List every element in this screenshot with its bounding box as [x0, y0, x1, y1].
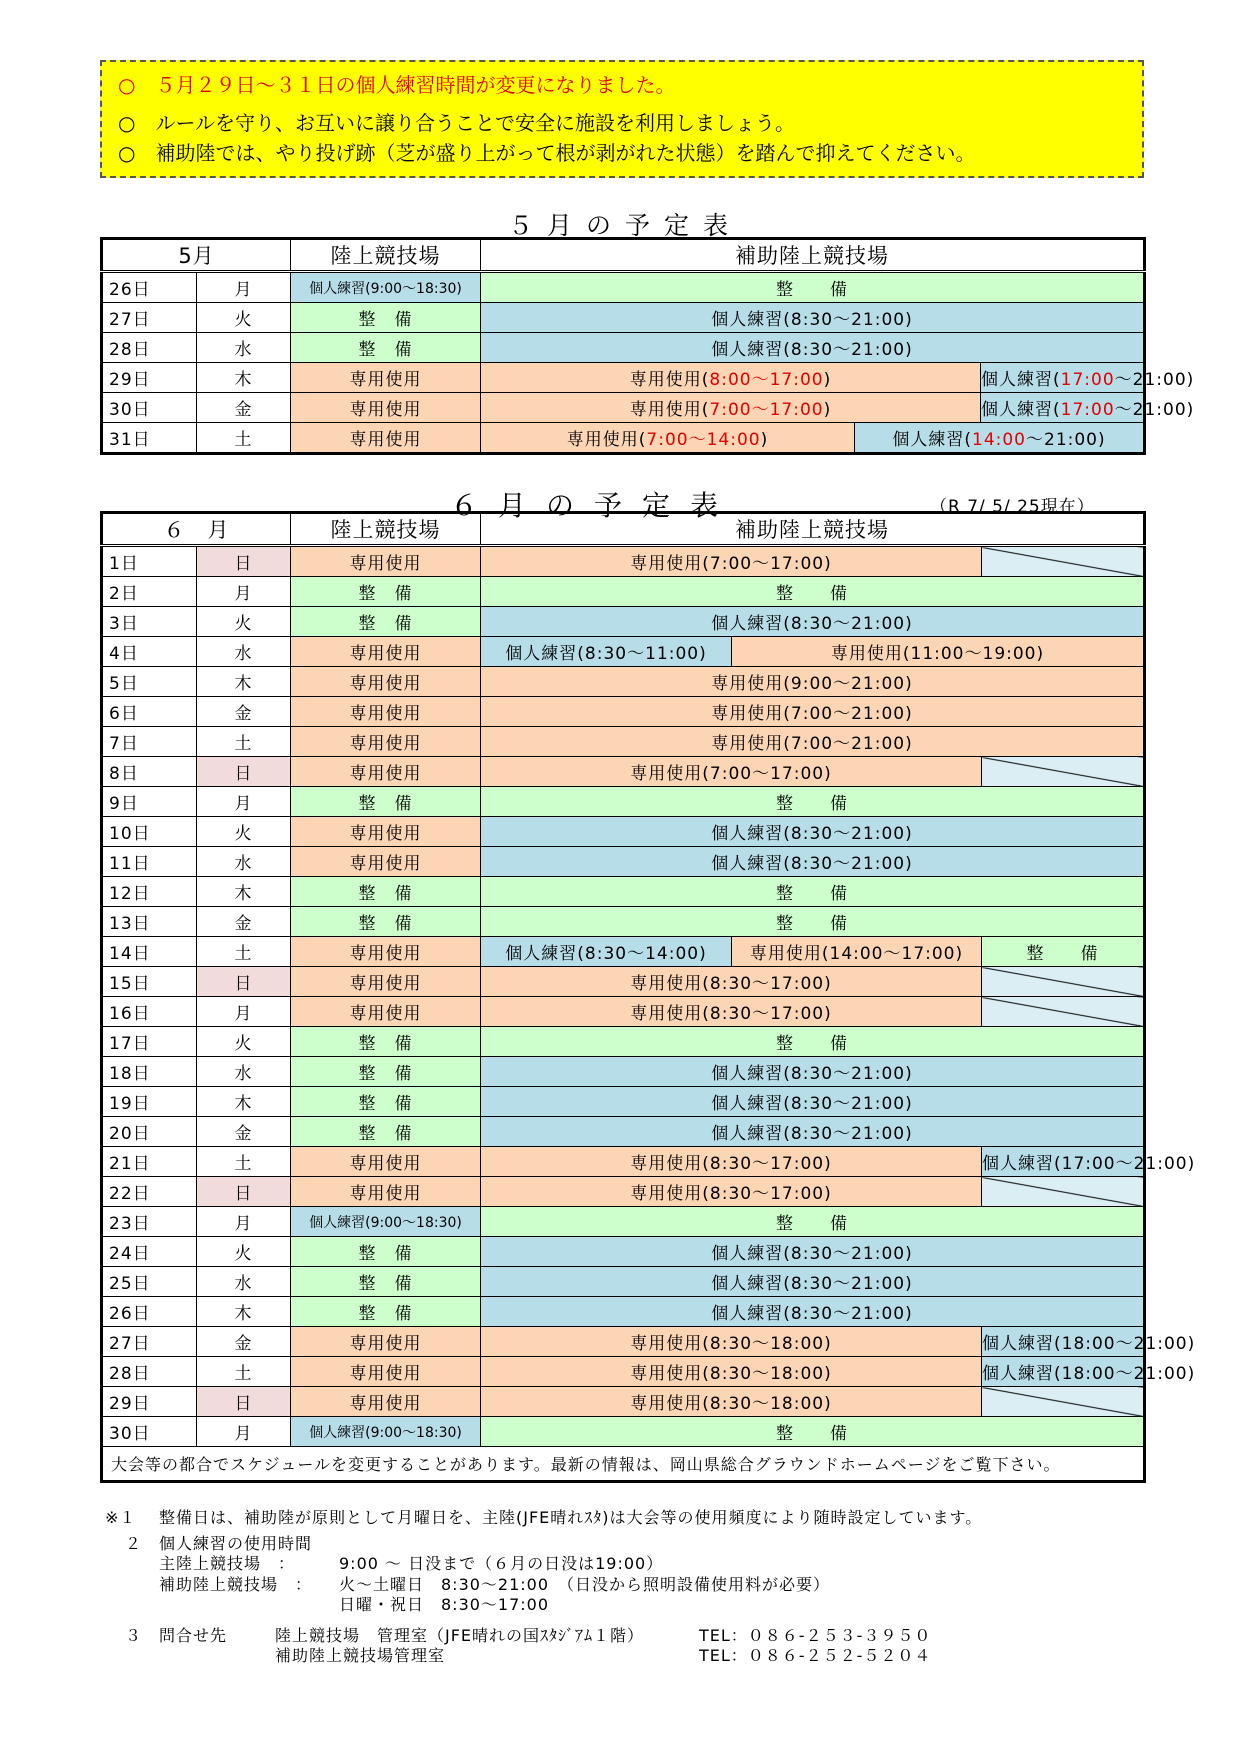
- main-field-cell: 整 備: [291, 1027, 481, 1057]
- sub-field-cell: 専用使用(7:00～17:00): [481, 757, 982, 787]
- day-cell: 25日: [102, 1267, 197, 1297]
- footnote-1-mark: ※１: [105, 1508, 137, 1527]
- changed-time: 7:00～17:00: [709, 400, 824, 420]
- table-row: [102, 272, 1145, 303]
- main-field-cell: 専用使用: [291, 997, 481, 1027]
- day-cell: 1日: [102, 546, 197, 577]
- sub-field-cell: 個人練習(8:30～21:00): [481, 817, 1145, 847]
- day-cell: 11日: [102, 847, 197, 877]
- sub-text: ～21:00): [1026, 430, 1106, 450]
- main-field-cell: 専用使用: [291, 1357, 481, 1387]
- table-row: [102, 363, 1145, 393]
- table-row: [102, 333, 1145, 363]
- weekday-cell: 水: [197, 847, 291, 877]
- main-field-cell: 整 備: [291, 877, 481, 907]
- table-row: [102, 787, 1145, 817]
- table-row: [102, 1357, 1145, 1387]
- table-row: [102, 303, 1145, 333]
- weekday-cell: 土: [197, 937, 291, 967]
- main-field-cell: 整 備: [291, 333, 481, 363]
- table-row: [102, 1297, 1145, 1327]
- main-field-cell: 専用使用: [291, 697, 481, 727]
- weekday-cell: 土: [197, 727, 291, 757]
- main-field-cell: 専用使用: [291, 1327, 481, 1357]
- weekday-cell: 火: [197, 607, 291, 637]
- sub-field-cell-a: 個人練習(8:30～11:00): [481, 637, 732, 667]
- contact-main-field: 陸上競技場 管理室（JFE晴れの国ｽﾀｼﾞｱﾑ１階）: [275, 1625, 645, 1645]
- day-cell: 3日: [102, 607, 197, 637]
- table-row: [102, 1087, 1145, 1117]
- notice-line-1: ○ ５月２９日～３１日の個人練習時間が変更になりました。: [118, 73, 676, 97]
- weekday-cell: 土: [197, 423, 291, 454]
- sub-field-cell: 個人練習(8:30～21:00): [481, 1237, 1145, 1267]
- sub-field-cell: 個人練習(8:30～21:00): [481, 1117, 1145, 1147]
- weekday-cell: 金: [197, 697, 291, 727]
- sub-field-label: 補助陸上競技場 ：: [159, 1574, 313, 1594]
- main-field-cell: 整 備: [291, 1237, 481, 1267]
- header-main-field: 陸上競技場: [291, 239, 481, 272]
- sub-field-cell: 専用使用(8:30～17:00): [481, 1177, 982, 1207]
- sub-field-cell: 個人練習(8:30～21:00): [481, 847, 1145, 877]
- day-cell: 4日: [102, 637, 197, 667]
- may-title: ５月の予定表: [508, 211, 743, 240]
- main-field-cell: 専用使用: [291, 637, 481, 667]
- table-row: [102, 393, 1145, 423]
- june-schedule-table: [100, 511, 1196, 1483]
- table-row: [102, 727, 1145, 757]
- footnote-2-title: 個人練習の使用時間: [159, 1533, 313, 1553]
- notice-box: [100, 60, 1144, 178]
- main-field-cell: 整 備: [291, 787, 481, 817]
- table-row: [102, 423, 1145, 454]
- table-row: [102, 1147, 1145, 1177]
- main-field-cell: 専用使用: [291, 1147, 481, 1177]
- table-row: [102, 847, 1145, 877]
- tel-main-field: TEL：０８６-２５３-３９５０: [699, 1625, 932, 1645]
- weekday-cell: 木: [197, 667, 291, 697]
- sub-text: 個人練習(: [981, 400, 1061, 420]
- unused-slot-cell: [982, 1387, 1145, 1417]
- day-cell: 27日: [102, 1327, 197, 1357]
- main-field-cell: 専用使用: [291, 1177, 481, 1207]
- day-cell: 29日: [102, 1387, 197, 1417]
- sub-field-cell: 個人練習(8:30～21:00): [481, 1267, 1145, 1297]
- table-row: [102, 1207, 1145, 1237]
- table-row: [102, 697, 1145, 727]
- main-field-cell: 専用使用: [291, 967, 481, 997]
- sub-field-cell: 専用使用(8:30～18:00): [481, 1327, 982, 1357]
- day-cell: 30日: [102, 1417, 197, 1447]
- sub-field-exclusive-cell: [481, 393, 981, 423]
- sub-field-cell: 整 備: [481, 577, 1145, 607]
- day-cell: 15日: [102, 967, 197, 997]
- weekday-cell: 日: [197, 546, 291, 577]
- sub-field-cell: 個人練習(8:30～21:00): [481, 303, 1145, 333]
- table-row: [102, 757, 1145, 787]
- header-row: [102, 239, 1145, 272]
- weekday-cell: 火: [197, 817, 291, 847]
- day-cell: 10日: [102, 817, 197, 847]
- main-field-cell: 整 備: [291, 1087, 481, 1117]
- weekday-cell: 月: [197, 1207, 291, 1237]
- changed-time: 17:00: [1060, 370, 1115, 390]
- table-row: [102, 607, 1145, 637]
- main-field-label: 主陸上競技場 ：: [159, 1554, 296, 1573]
- table-row: [102, 1117, 1145, 1147]
- sub-field-cell: 専用使用(7:00～17:00): [481, 546, 982, 577]
- sub-field-cell: 整 備: [481, 1207, 1145, 1237]
- weekday-cell: 月: [197, 1417, 291, 1447]
- day-cell: 29日: [102, 363, 197, 393]
- weekday-cell: 月: [197, 787, 291, 817]
- header-main-field: 陸上競技場: [291, 513, 481, 546]
- table-row: [102, 1177, 1145, 1207]
- table-row: [102, 1417, 1145, 1447]
- table-row: [102, 1267, 1145, 1297]
- table-row: [102, 907, 1145, 937]
- day-cell: 9日: [102, 787, 197, 817]
- sub-field-cell: 個人練習(8:30～21:00): [481, 333, 1145, 363]
- table-row: [102, 637, 1145, 667]
- main-field-cell: 個人練習(9:00～18:30): [291, 1417, 481, 1447]
- table-row: [102, 546, 1145, 577]
- sub-field-cell: 整 備: [481, 877, 1145, 907]
- sub-text: 個人練習(: [981, 370, 1061, 390]
- sub-text: 専用使用(: [629, 400, 710, 420]
- sub-text: 専用使用(: [629, 370, 710, 390]
- weekday-cell: 金: [197, 907, 291, 937]
- sub-field-exclusive-cell: [481, 363, 981, 393]
- footnote-3-mark: ３: [125, 1625, 143, 1645]
- weekday-cell: 金: [197, 1117, 291, 1147]
- weekday-cell: 水: [197, 1057, 291, 1087]
- day-cell: 12日: [102, 877, 197, 907]
- weekday-cell: 月: [197, 997, 291, 1027]
- main-field-cell: 整 備: [291, 907, 481, 937]
- sub-text: ): [823, 400, 832, 420]
- day-cell: 13日: [102, 907, 197, 937]
- footnote-2-mark: ２: [125, 1533, 143, 1553]
- sub-field-hours-holiday: 日曜・祝日 8:30～17:00: [339, 1595, 550, 1614]
- sub-field-cell-c: 整 備: [982, 937, 1145, 967]
- main-field-cell: 個人練習(9:00～18:30): [291, 1207, 481, 1237]
- day-cell: 28日: [102, 1357, 197, 1387]
- main-field-cell: 整 備: [291, 303, 481, 333]
- table-row: [102, 997, 1145, 1027]
- changed-time: 17:00: [1060, 400, 1115, 420]
- day-cell: 14日: [102, 937, 197, 967]
- day-cell: 31日: [102, 423, 197, 454]
- weekday-cell: 日: [197, 1177, 291, 1207]
- header-sub-field: 補助陸上競技場: [481, 239, 1145, 272]
- sub-field-practice-cell: [981, 363, 1195, 393]
- weekday-cell: 金: [197, 1327, 291, 1357]
- weekday-cell: 土: [197, 1357, 291, 1387]
- unused-slot-cell: [982, 546, 1145, 577]
- schedule-note: 大会等の都合でスケジュールを変更することがあります。最新の情報は、岡山県総合グラウンドホームページをご覧下さい。: [102, 1447, 1145, 1482]
- sub-field-cell: 専用使用(8:30～18:00): [481, 1387, 982, 1417]
- main-field-cell: 専用使用: [291, 393, 481, 423]
- day-cell: 23日: [102, 1207, 197, 1237]
- weekday-cell: 日: [197, 967, 291, 997]
- weekday-cell: 水: [197, 637, 291, 667]
- footnote-1-text: 整備日は、補助陸が原則として月曜日を、主陸(JFE晴れｽﾀ)は大会等の使用頻度により随時設定しています。: [159, 1508, 983, 1527]
- sub-field-evening-cell: 個人練習(18:00～21:00): [982, 1357, 1145, 1387]
- sub-field-cell: 専用使用(8:30～17:00): [481, 1147, 982, 1177]
- weekday-cell: 金: [197, 393, 291, 423]
- sub-field-cell: 整 備: [481, 1417, 1145, 1447]
- table-row: [102, 817, 1145, 847]
- sub-field-evening-cell: 個人練習(18:00～21:00): [982, 1327, 1145, 1357]
- tel-sub-field: TEL：０８６-２５２-５２０４: [699, 1646, 932, 1665]
- sub-field-hours-weekday: 火～土曜日 8:30～21:00 （日没から照明設備使用料が必要）: [339, 1574, 831, 1594]
- main-field-cell: 専用使用: [291, 1387, 481, 1417]
- sub-field-cell: 専用使用(7:00～21:00): [481, 697, 1145, 727]
- contact-sub-field: 補助陸上競技場管理室: [275, 1646, 446, 1665]
- table-row: [102, 1387, 1145, 1417]
- main-field-cell: 整 備: [291, 1057, 481, 1087]
- sub-field-cell: 個人練習(8:30～21:00): [481, 1057, 1145, 1087]
- table-row: [102, 967, 1145, 997]
- sub-field-cell: 個人練習(8:30～21:00): [481, 1297, 1145, 1327]
- table-row: [102, 1237, 1145, 1267]
- day-cell: 21日: [102, 1147, 197, 1177]
- day-cell: 30日: [102, 393, 197, 423]
- note-row: [102, 1447, 1145, 1482]
- weekday-cell: 日: [197, 757, 291, 787]
- table-row: [102, 937, 1145, 967]
- sub-field-exclusive-cell: [481, 423, 855, 454]
- sub-text: ): [760, 430, 769, 450]
- weekday-cell: 木: [197, 877, 291, 907]
- changed-time: 14:00: [972, 430, 1026, 450]
- sub-text: ～21:00): [1114, 400, 1195, 420]
- sub-text: ): [823, 370, 832, 390]
- day-cell: 17日: [102, 1027, 197, 1057]
- main-field-cell: 専用使用: [291, 363, 481, 393]
- as-of-date: （R 7/ 5/ 25現在）: [930, 497, 1095, 517]
- weekday-cell: 火: [197, 1027, 291, 1057]
- table-row: [102, 1057, 1145, 1087]
- weekday-cell: 土: [197, 1147, 291, 1177]
- unused-slot-cell: [982, 757, 1145, 787]
- table-row: [102, 1027, 1145, 1057]
- main-field-cell: 整 備: [291, 607, 481, 637]
- june-title: ６月の予定表: [450, 489, 739, 522]
- day-cell: 6日: [102, 697, 197, 727]
- table-row: [102, 667, 1145, 697]
- unused-slot-cell: [982, 967, 1145, 997]
- main-field-cell: 専用使用: [291, 667, 481, 697]
- sub-field-cell: 専用使用(7:00～21:00): [481, 727, 1145, 757]
- header-sub-field: 補助陸上競技場: [481, 513, 1145, 546]
- day-cell: 26日: [102, 1297, 197, 1327]
- sub-field-cell: 整 備: [481, 787, 1145, 817]
- sub-field-cell: 専用使用(8:30～17:00): [481, 967, 982, 997]
- day-cell: 2日: [102, 577, 197, 607]
- main-field-cell: 専用使用: [291, 937, 481, 967]
- main-field-cell: 専用使用: [291, 817, 481, 847]
- changed-time: 8:00～17:00: [709, 370, 824, 390]
- changed-time: 7:00～14:00: [646, 430, 761, 450]
- day-cell: 8日: [102, 757, 197, 787]
- main-field-cell: 整 備: [291, 577, 481, 607]
- day-cell: 19日: [102, 1087, 197, 1117]
- weekday-cell: 水: [197, 1267, 291, 1297]
- unused-slot-cell: [982, 997, 1145, 1027]
- main-field-cell: 個人練習(9:00～18:30): [291, 272, 481, 303]
- sub-text: 専用使用(: [566, 430, 647, 450]
- weekday-cell: 月: [197, 272, 291, 303]
- sub-field-cell: 専用使用(8:30～17:00): [481, 997, 982, 1027]
- main-field-cell: 専用使用: [291, 727, 481, 757]
- sub-field-cell-b: 専用使用(11:00～19:00): [732, 637, 1145, 667]
- sub-field-practice-cell: [981, 393, 1195, 423]
- sub-field-cell: 整 備: [481, 907, 1145, 937]
- sub-field-cell: 個人練習(8:30～21:00): [481, 607, 1145, 637]
- may-schedule-table: [100, 237, 1195, 455]
- main-field-cell: 専用使用: [291, 757, 481, 787]
- main-field-cell: 整 備: [291, 1117, 481, 1147]
- day-cell: 22日: [102, 1177, 197, 1207]
- day-cell: 24日: [102, 1237, 197, 1267]
- weekday-cell: 木: [197, 1297, 291, 1327]
- day-cell: 16日: [102, 997, 197, 1027]
- main-field-cell: 専用使用: [291, 423, 481, 454]
- weekday-cell: 火: [197, 303, 291, 333]
- day-cell: 7日: [102, 727, 197, 757]
- day-cell: 27日: [102, 303, 197, 333]
- day-cell: 18日: [102, 1057, 197, 1087]
- weekday-cell: 木: [197, 363, 291, 393]
- day-cell: 5日: [102, 667, 197, 697]
- main-field-cell: 専用使用: [291, 847, 481, 877]
- weekday-cell: 月: [197, 577, 291, 607]
- day-cell: 26日: [102, 272, 197, 303]
- sub-field-cell-b: 専用使用(14:00～17:00): [732, 937, 982, 967]
- header-row: [102, 513, 1145, 546]
- sub-field-cell: 専用使用(9:00～21:00): [481, 667, 1145, 697]
- unused-slot-cell: [982, 1177, 1145, 1207]
- sub-field-evening-cell: 個人練習(17:00～21:00): [982, 1147, 1145, 1177]
- footnote-3-title: 問合せ先: [159, 1625, 228, 1645]
- header-month: ６ 月: [102, 513, 291, 546]
- sub-field-cell: 専用使用(8:30～18:00): [481, 1357, 982, 1387]
- sub-text: ～21:00): [1114, 370, 1195, 390]
- notice-line-2: ○ ルールを守り、お互いに譲り合うことで安全に施設を利用しましょう。: [118, 111, 796, 135]
- table-row: [102, 577, 1145, 607]
- table-row: [102, 1327, 1145, 1357]
- main-field-hours: 9:00 ～ 日没まで（６月の日没は19:00）: [339, 1554, 664, 1573]
- sub-field-cell: 整 備: [481, 272, 1145, 303]
- day-cell: 28日: [102, 333, 197, 363]
- header-month: 5月: [102, 239, 291, 272]
- sub-field-cell: 個人練習(8:30～21:00): [481, 1087, 1145, 1117]
- notice-line-3: ○ 補助陸では、やり投げ跡（芝が盛り上がって根が剥がれた状態）を踏んで抑えてください。: [118, 141, 976, 165]
- sub-text: 個人練習(: [892, 430, 972, 450]
- weekday-cell: 水: [197, 333, 291, 363]
- sub-field-cell-a: 個人練習(8:30～14:00): [481, 937, 732, 967]
- sub-field-cell: 整 備: [481, 1027, 1145, 1057]
- table-row: [102, 877, 1145, 907]
- weekday-cell: 木: [197, 1087, 291, 1117]
- weekday-cell: 日: [197, 1387, 291, 1417]
- sub-field-practice-cell: [855, 423, 1145, 454]
- weekday-cell: 火: [197, 1237, 291, 1267]
- day-cell: 20日: [102, 1117, 197, 1147]
- main-field-cell: 専用使用: [291, 546, 481, 577]
- main-field-cell: 整 備: [291, 1267, 481, 1297]
- main-field-cell: 整 備: [291, 1297, 481, 1327]
